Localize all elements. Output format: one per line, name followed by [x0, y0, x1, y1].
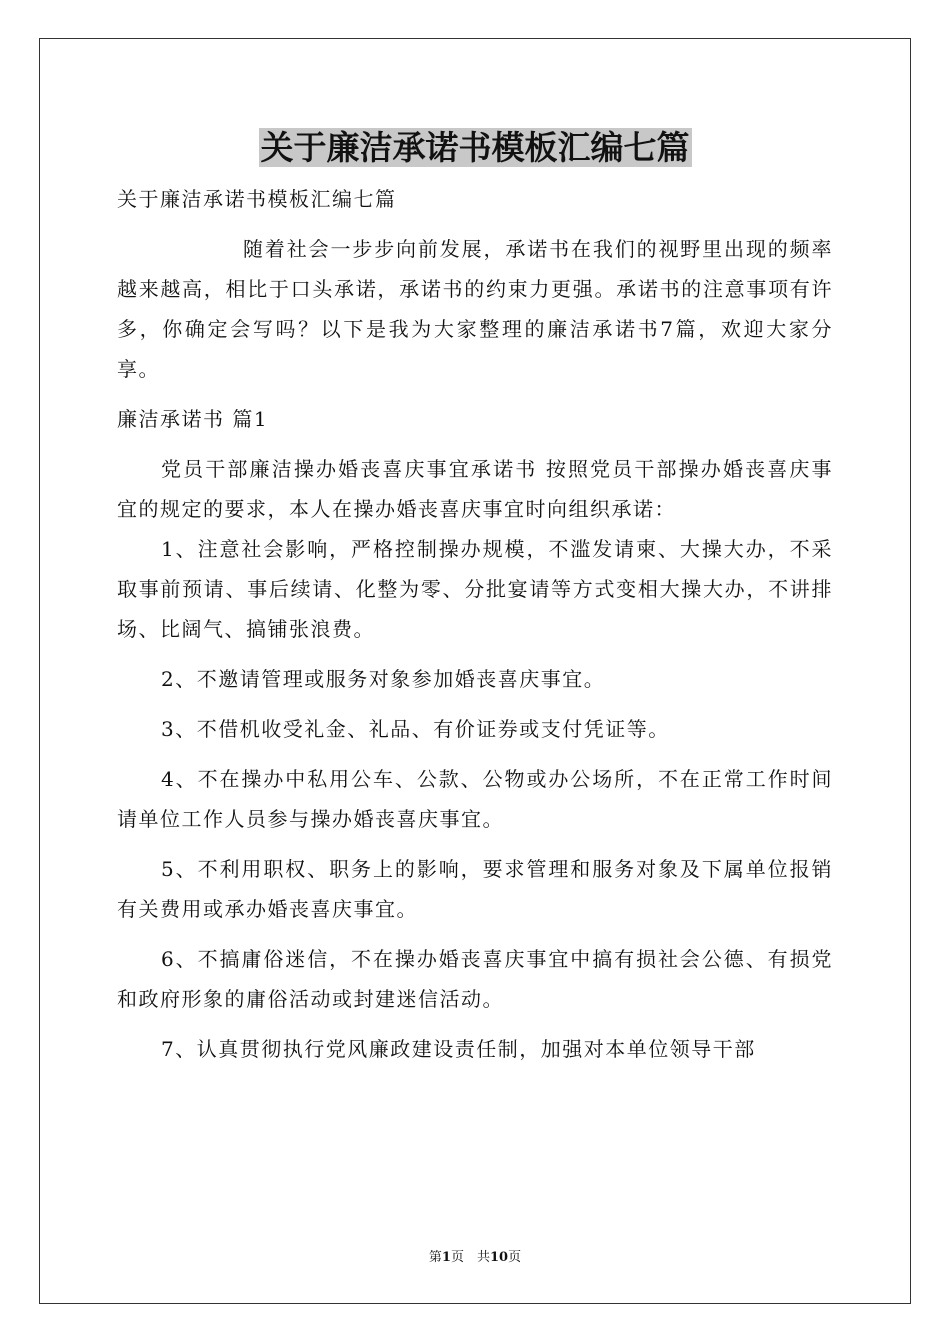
document-title-text: 关于廉洁承诺书模板汇编七篇 — [260, 128, 690, 167]
commitment-item-6: 6、不搞庸俗迷信，不在操办婚丧喜庆事宜中搞有损社会公德、有损党和政府形象的庸俗活动或封建迷信活动。 — [117, 947, 833, 1011]
page-number-total: 10 — [489, 1250, 509, 1265]
document-body — [117, 179, 833, 1069]
page-number-current: 1 — [441, 1250, 451, 1265]
commitment-item-4: 4、不在操办中私用公车、公款、公物或办公场所，不在正常工作时间请单位工作人员参与操办婚丧喜庆事宜。 — [117, 767, 833, 831]
section-heading: 廉洁承诺书 篇1 — [117, 407, 269, 431]
document-title — [0, 124, 950, 172]
body-paragraph: 党员干部廉洁操办婚丧喜庆事宜承诺书 按照党员干部操办婚丧喜庆事宜的规定的要求，本人在操办婚丧喜庆事宜时向组织承诺： — [117, 457, 833, 521]
page-number-mid: 页 共 — [450, 1250, 490, 1265]
commitment-item-1: 1、注意社会影响，严格控制操办规模，不滥发请柬、大操大办，不采取事前预请、事后续请、化整为零、分批宴请等方式变相大操大办，不讲排场、比阔气、搞铺张浪费。 — [117, 537, 833, 641]
commitment-item-7: 7、认真贯彻执行党风廉政建设责任制，加强对本单位领导干部 — [161, 1037, 756, 1061]
commitment-item-3: 3、不借机收受礼金、礼品、有价证券或支付凭证等。 — [161, 717, 670, 741]
page-number-prefix: 第 — [428, 1250, 442, 1265]
commitment-item-5: 5、不利用职权、职务上的影响，要求管理和服务对象及下属单位报销有关费用或承办婚丧喜庆事宜。 — [117, 857, 833, 921]
intro-paragraph: 随着社会一步步向前发展，承诺书在我们的视野里出现的频率越来越高，相比于口头承诺，承诺书的约束力更强。承诺书的注意事项有许多，你确定会写吗？以下是我为大家整理的廉洁承诺书7篇，欢迎大家分享。 — [117, 237, 833, 381]
commitment-item-2: 2、不邀请管理或服务对象参加婚丧喜庆事宜。 — [161, 667, 606, 691]
document-subtitle: 关于廉洁承诺书模板汇编七篇 — [117, 187, 397, 211]
page-footer — [0, 1248, 950, 1268]
page-number-suffix: 页 — [508, 1250, 522, 1265]
